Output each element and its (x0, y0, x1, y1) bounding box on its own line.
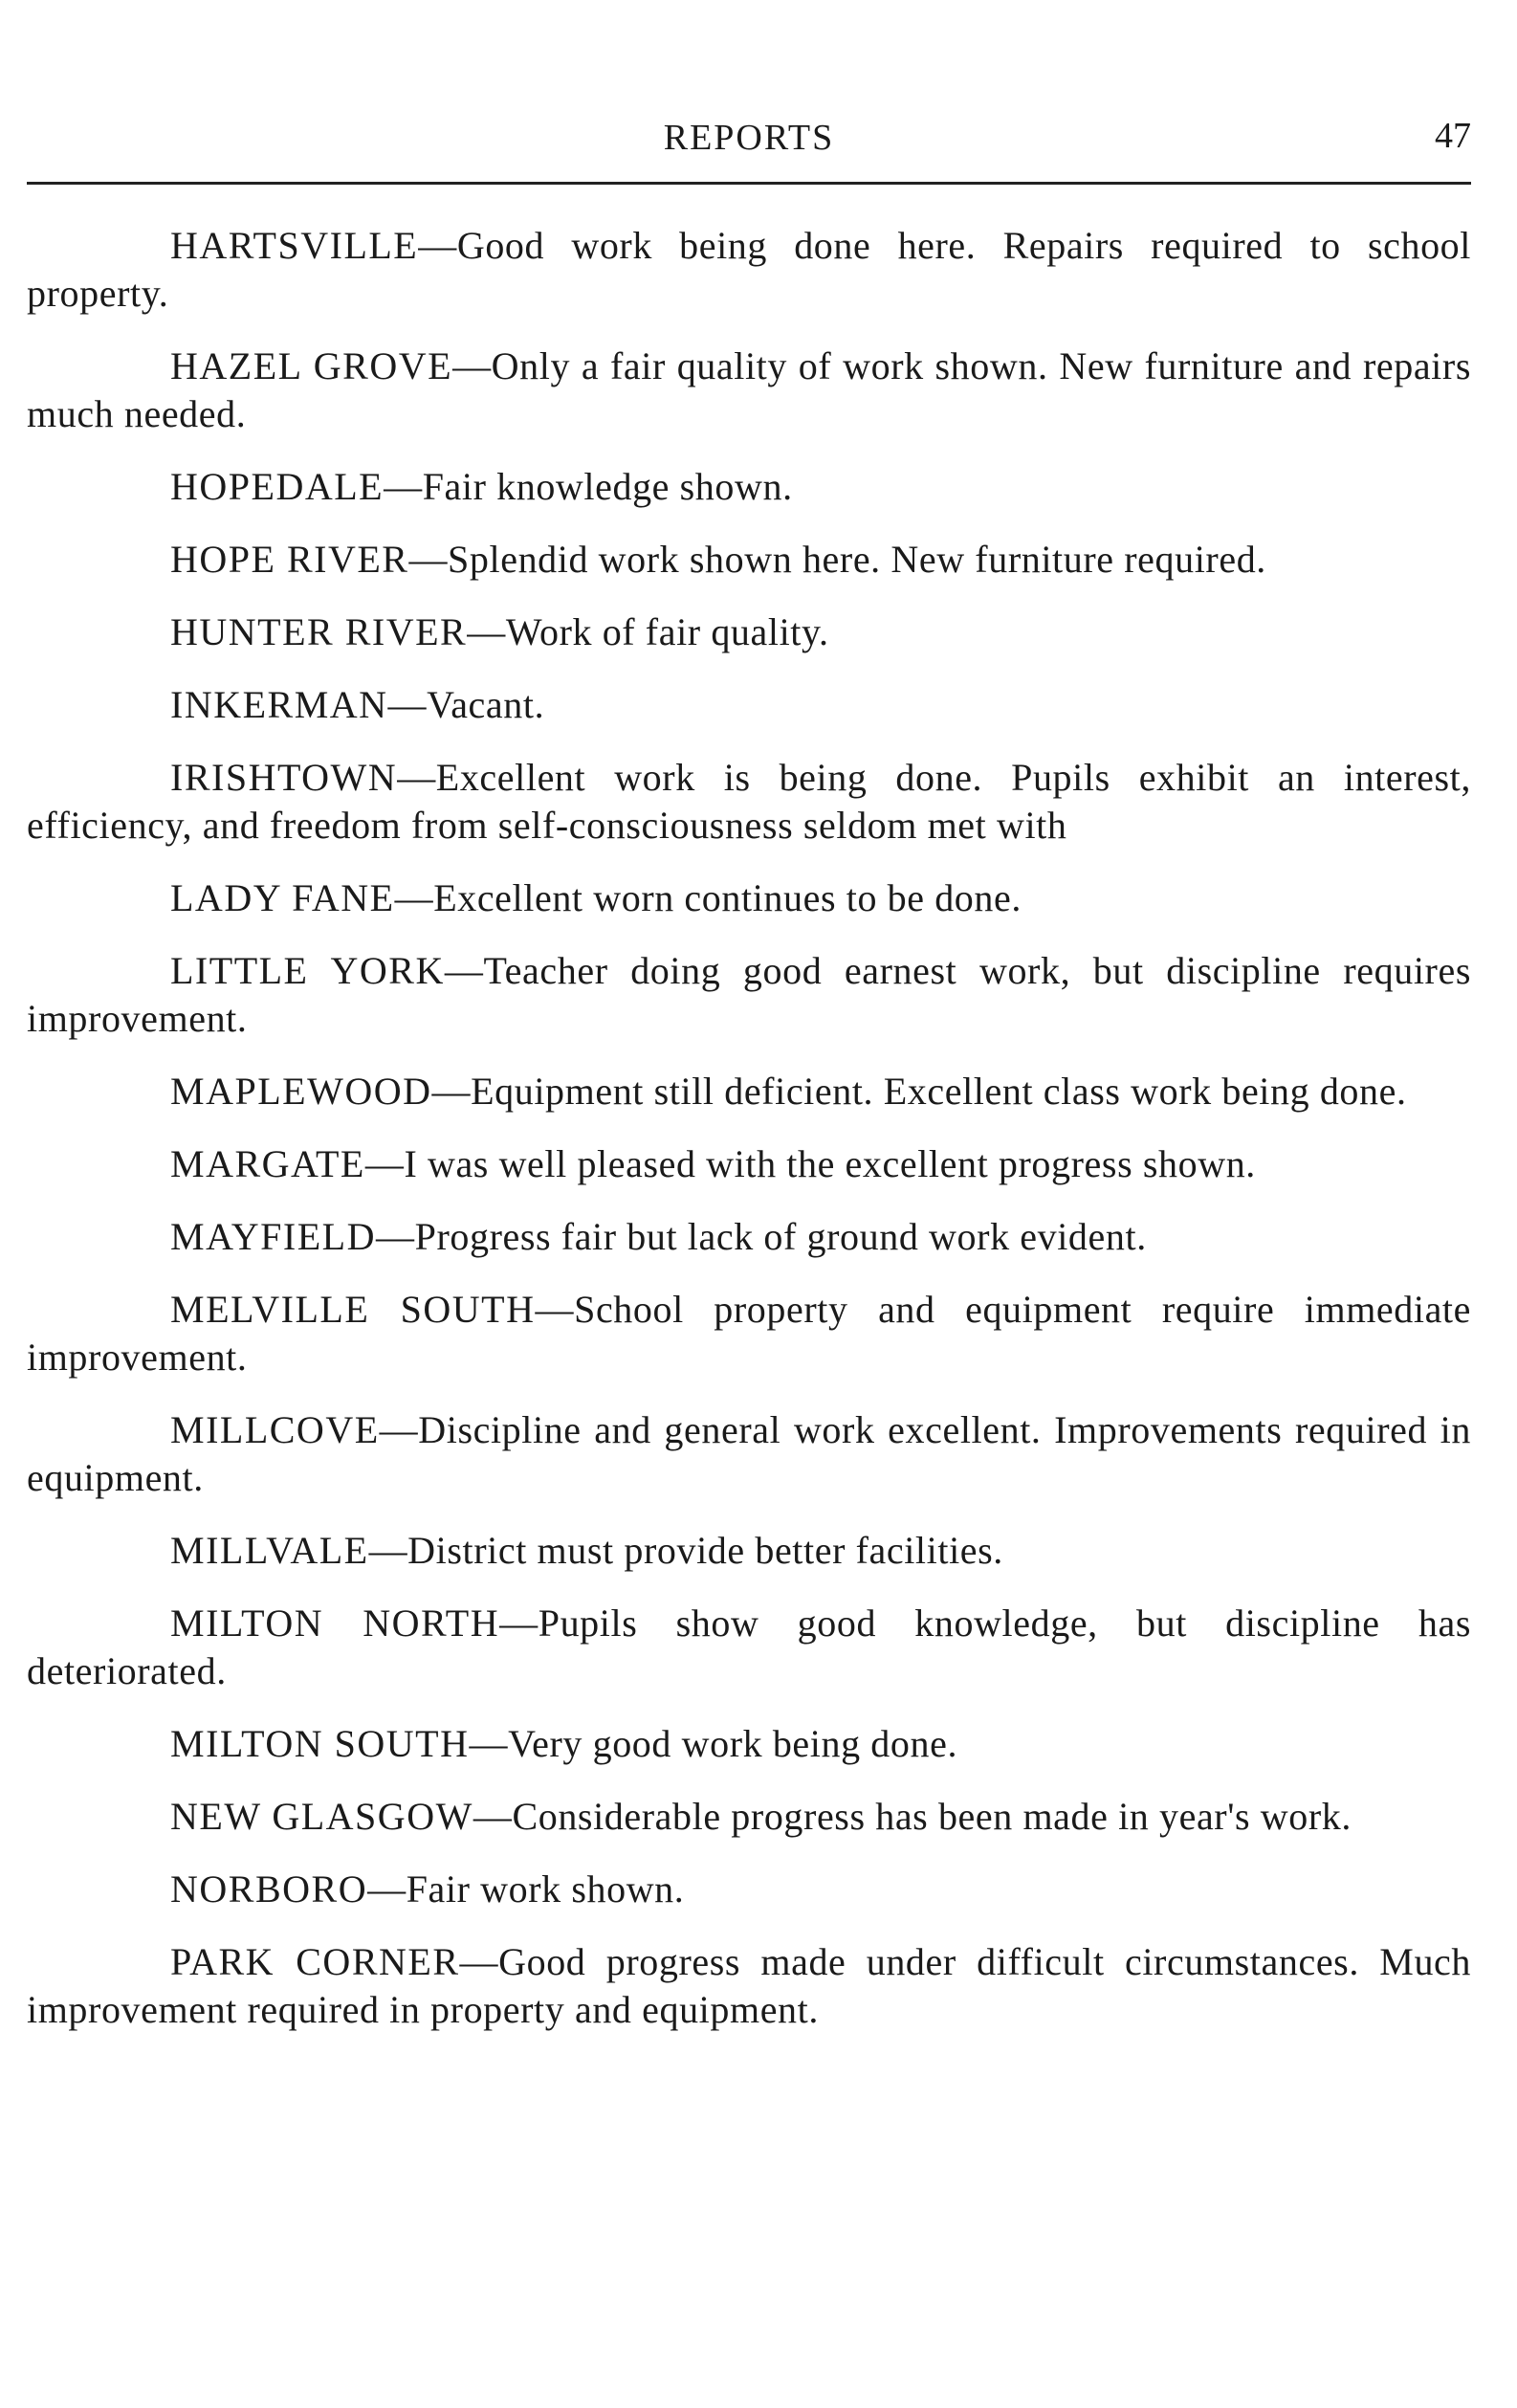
place-name: HOPE RIVER (170, 538, 409, 581)
report-entry (27, 1866, 1471, 1913)
report-entry (27, 947, 1471, 1043)
report-text: —Only a fair quality of work shown. New furniture and repairs much needed. (27, 344, 1471, 435)
report-text: —Pupils show good knowledge, but discipline has deteriorated. (27, 1602, 1471, 1692)
place-name: MILTON NORTH (170, 1602, 500, 1645)
report-text: —Fair work shown. (367, 1867, 685, 1911)
place-name: MAYFIELD (170, 1215, 376, 1258)
report-text: —Good work being done here. Repairs required to school property. (27, 224, 1471, 315)
place-name: MILTON SOUTH (170, 1722, 470, 1765)
place-name: MELVILLE SOUTH (170, 1288, 536, 1331)
report-entry (27, 1600, 1471, 1695)
report-entry (27, 1068, 1471, 1116)
report-entries (27, 222, 1471, 2059)
page-number: 47 (1435, 116, 1471, 156)
place-name: HUNTER RIVER (170, 610, 468, 653)
report-entry (27, 1406, 1471, 1502)
place-name: INKERMAN (170, 683, 388, 726)
place-name: PARK CORNER (170, 1940, 460, 1983)
report-text: —Fair knowledge shown. (384, 465, 793, 508)
report-entry (27, 1213, 1471, 1261)
report-text: —Discipline and general work excellent. Improvements required in equipment. (27, 1408, 1471, 1499)
report-entry (27, 754, 1471, 850)
report-text: —Progress fair but lack of ground work evident. (376, 1215, 1147, 1258)
page-header (27, 117, 1471, 165)
header-rule (27, 182, 1471, 185)
report-text: —Splendid work shown here. New furniture required. (408, 538, 1266, 581)
running-title: REPORTS (663, 118, 835, 158)
report-text: —Excellent worn continues to be done. (394, 876, 1022, 919)
place-name: MILLVALE (170, 1529, 369, 1572)
report-entry (27, 681, 1471, 729)
place-name: LADY FANE (170, 876, 395, 919)
report-text: —Equipment still deficient. Excellent class work being done. (431, 1070, 1407, 1113)
place-name: MAPLEWOOD (170, 1070, 432, 1113)
report-entry (27, 608, 1471, 656)
report-text: —Teacher doing good earnest work, but discipline requires improvement. (27, 949, 1472, 1040)
report-text: —School property and equipment require immediate improvement. (27, 1288, 1472, 1379)
report-entry (27, 1938, 1471, 2034)
place-name: HOPEDALE (170, 465, 385, 508)
document-page (27, 0, 1471, 2408)
report-text: —Vacant. (387, 683, 545, 726)
report-entry (27, 463, 1471, 511)
report-entry (27, 342, 1471, 438)
report-entry (27, 1140, 1471, 1188)
place-name: MILLCOVE (170, 1408, 380, 1451)
place-name: NEW GLASGOW (170, 1795, 473, 1838)
place-name: LITTLE YORK (170, 949, 445, 992)
place-name: NORBORO (170, 1867, 368, 1911)
place-name: HARTSVILLE (170, 224, 419, 267)
place-name: HAZEL GROVE (170, 344, 453, 387)
report-entry (27, 222, 1471, 318)
report-text: —Work of fair quality. (467, 610, 829, 653)
report-entry (27, 1286, 1471, 1381)
report-entry (27, 536, 1471, 584)
report-text: —Very good work being done. (469, 1722, 958, 1765)
report-text: —Good progress made under difficult circumstances. Much improvement required in property and equipment. (27, 1940, 1471, 2031)
report-text: —Considerable progress has been made in year's work. (473, 1795, 1352, 1838)
place-name: IRISHTOWN (170, 756, 398, 799)
report-entry (27, 1720, 1471, 1768)
report-entry (27, 874, 1471, 922)
report-text: —District must provide better facilities. (368, 1529, 1003, 1572)
place-name: MARGATE (170, 1142, 365, 1185)
report-text: —Excellent work is being done. Pupils exhibit an interest, efficiency, and freedom from self-consciousness seldom met with (27, 756, 1471, 847)
report-entry (27, 1527, 1471, 1575)
report-entry (27, 1793, 1471, 1841)
report-text: —I was well pleased with the excellent progress shown. (364, 1142, 1256, 1185)
